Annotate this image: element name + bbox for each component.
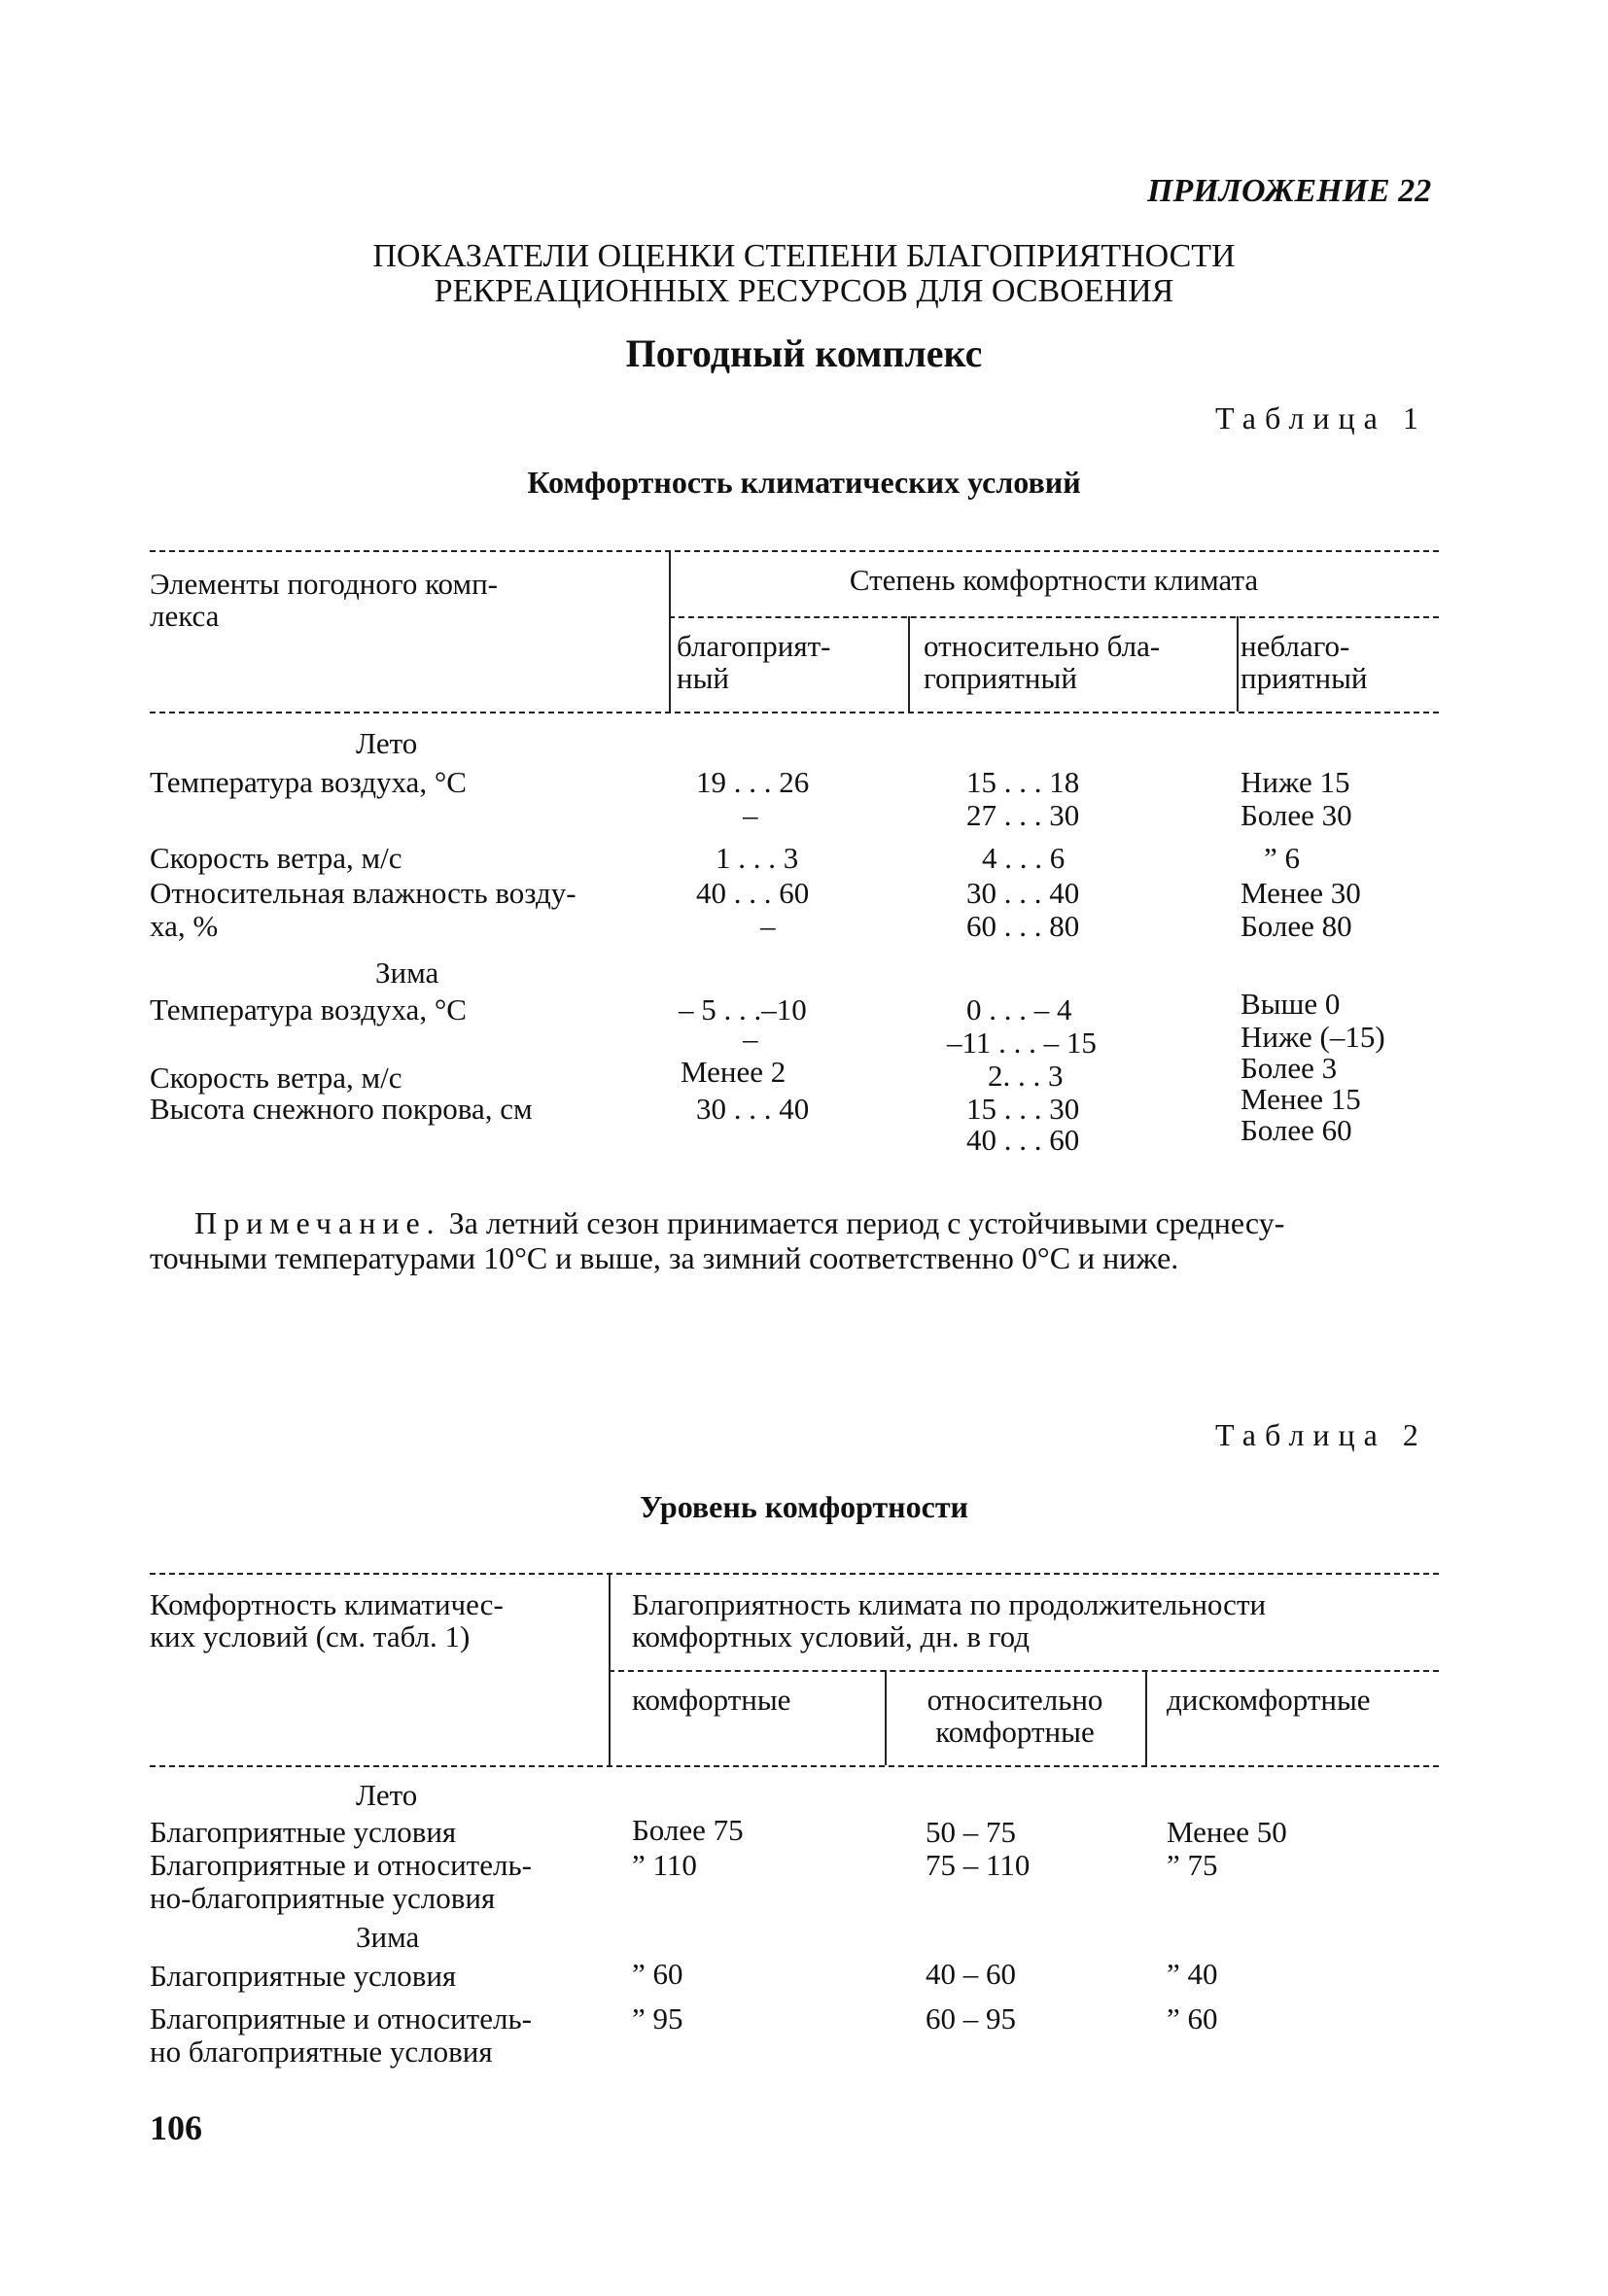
table2-cell-discomfort: ” 40: [1167, 1957, 1218, 1991]
table1-cell-unfavorable: Выше 0: [1241, 987, 1341, 1021]
table1-cell-favorable: Менее 2: [681, 1055, 787, 1089]
table1-cell-relative: 27 . . . 30: [966, 798, 1080, 832]
table1-cell-favorable: –: [760, 909, 776, 943]
table1-row-param: ха, %: [150, 909, 219, 943]
table1-cell-favorable: – 5 . . .–10: [679, 992, 807, 1026]
table1-top-rule: [150, 550, 1439, 552]
table2-header-relative-line2: комфортные: [935, 1715, 1095, 1749]
note-lead: Примечание.: [194, 1205, 441, 1240]
table2-row-conditions: Благоприятные и относитель-: [150, 1848, 532, 1882]
table2-cell-comfort: Более 75: [632, 1813, 744, 1847]
table1-cell-relative: 15 . . . 30: [966, 1092, 1080, 1126]
document-title-line-2: РЕКРЕАЦИОННЫХ РЕСУРСОВ ДЛЯ ОСВОЕНИЯ: [434, 273, 1174, 309]
table2-divider-1: [609, 1573, 611, 1765]
table2-header-conditions-line1: Комфортность климатичес-: [150, 1587, 504, 1621]
table1-row-param: Температура воздуха, °С: [150, 765, 467, 799]
table2-row-conditions: Благоприятные и относитель-: [150, 2001, 532, 2035]
table1-cell-favorable: –: [743, 1022, 758, 1056]
table1-cell-favorable: 19 . . . 26: [696, 765, 810, 799]
table1-season-summer: Лето: [356, 726, 418, 760]
table2-header-discomfort: дискомфортные: [1167, 1683, 1371, 1717]
table1-divider-2: [908, 616, 910, 712]
table1-cell-unfavorable: Менее 30: [1241, 876, 1361, 910]
table1-cell-relative: 15 . . . 18: [966, 765, 1080, 799]
table1-cell-unfavorable: Более 60: [1241, 1113, 1352, 1147]
table1-cell-relative: 4 . . . 6: [982, 841, 1066, 875]
appendix-label: ПРИЛОЖЕНИЕ 22: [1147, 173, 1432, 209]
table1-cell-relative: –11 . . . – 15: [947, 1026, 1097, 1060]
table1-header-group: Степень комфортности климата: [849, 563, 1259, 597]
table1-cell-favorable: 1 . . . 3: [716, 841, 799, 875]
table1-cell-unfavorable: Более 80: [1241, 909, 1352, 943]
table2-cell-discomfort: Менее 50: [1167, 1815, 1287, 1849]
table1-cell-unfavorable: Более 30: [1241, 798, 1352, 832]
table2-header-conditions-line2: ких условий (см. табл. 1): [150, 1619, 471, 1653]
table1-row-param: Высота снежного покрова, см: [150, 1092, 533, 1126]
table2-header-bottom-rule: [150, 1765, 1439, 1767]
table2-cell-comfort: ” 95: [632, 2001, 683, 2035]
table2-cell-discomfort: ” 60: [1167, 2001, 1218, 2035]
table1-row-param: Скорость ветра, м/с: [150, 1061, 402, 1095]
document-title-line-1: ПОКАЗАТЕЛИ ОЦЕНКИ СТЕПЕНИ БЛАГОПРИЯТНОСТИ: [372, 238, 1236, 274]
section-subtitle: Погодный комплекс: [625, 331, 983, 375]
table1-note-line2: точными температурами 10°С и выше, за зимний соответственно 0°С и ниже.: [150, 1240, 1179, 1275]
table2-row-conditions: Благоприятные условия: [150, 1815, 457, 1849]
table1-cell-favorable: –: [743, 798, 758, 832]
table2-row-conditions: но благоприятные условия: [150, 2035, 493, 2069]
table1-header-unfavorable-line1: неблаго-: [1241, 629, 1350, 663]
table1-row-param: Скорость ветра, м/с: [150, 841, 402, 875]
table1-cell-unfavorable: ” 6: [1264, 841, 1301, 875]
table1-season-winter: Зима: [375, 956, 439, 990]
table2-season-summer: Лето: [356, 1778, 418, 1812]
table2-cell-relative: 75 – 110: [926, 1848, 1031, 1882]
table1-cell-favorable: 30 . . . 40: [696, 1092, 810, 1126]
table1-note-line1: [194, 1205, 1284, 1240]
table1-caption: Комфортность климатических условий: [527, 465, 1081, 500]
table1-header-elements-line2: лекса: [150, 599, 220, 633]
table2-group-rule: [609, 1670, 1439, 1672]
table2-row-conditions: Благоприятные условия: [150, 1959, 457, 1993]
table2-top-rule: [150, 1573, 1439, 1575]
table1-cell-unfavorable: Ниже 15: [1241, 765, 1350, 799]
table2-header-relative-line1: относительно: [926, 1683, 1103, 1717]
table1-label: Таблица 1: [1215, 400, 1427, 435]
table1-header-elements-line1: Элементы погодного комп-: [150, 567, 498, 601]
table1-cell-unfavorable: Менее 15: [1241, 1082, 1361, 1116]
table2-cell-comfort: ” 110: [632, 1848, 697, 1882]
table1-header-bottom-rule: [150, 712, 1439, 713]
table2-header-group-line2: комфортных условий, дн. в год: [632, 1619, 1031, 1653]
table2-season-winter: Зима: [356, 1920, 420, 1954]
table1-cell-favorable: 40 . . . 60: [696, 876, 810, 910]
table1-header-favorable-line1: благоприят-: [677, 629, 831, 663]
table1-cell-relative: 40 . . . 60: [966, 1123, 1080, 1157]
table1-header-relative-line2: гоприятный: [924, 661, 1077, 695]
note-text-1: За летний сезон принимается период с устойчивыми среднесу-: [440, 1205, 1285, 1240]
table1-row-param: Температура воздуха, °С: [150, 992, 467, 1026]
table1-divider-3: [1237, 616, 1239, 712]
table2-divider-3: [1145, 1670, 1147, 1765]
table2-cell-discomfort: ” 75: [1167, 1848, 1218, 1882]
table2-label: Таблица 2: [1215, 1417, 1427, 1452]
table1-row-param: Относительная влажность возду-: [150, 876, 577, 910]
table2-header-group-line1: Благоприятность климата по продолжительности: [632, 1587, 1267, 1621]
table2-row-conditions: но-благоприятные условия: [150, 1881, 496, 1915]
table2-header-comfort: комфортные: [632, 1683, 791, 1717]
table1-cell-unfavorable: Более 3: [1241, 1051, 1338, 1085]
table2-cell-relative: 40 – 60: [926, 1957, 1016, 1991]
table2-cell-relative: 50 – 75: [926, 1815, 1016, 1849]
table1-header-favorable-line2: ный: [677, 661, 730, 695]
table2-cell-comfort: ” 60: [632, 1957, 683, 1991]
table1-header-relative-line1: относительно бла-: [924, 629, 1161, 663]
table1-cell-unfavorable: Ниже (–15): [1241, 1020, 1385, 1054]
table1-header-unfavorable-line2: приятный: [1241, 661, 1368, 695]
table1-cell-relative: 0 . . . – 4: [966, 992, 1072, 1026]
table1-group-rule: [669, 616, 1439, 618]
table1-cell-relative: 60 . . . 80: [966, 909, 1080, 943]
table2-cell-relative: 60 – 95: [926, 2001, 1016, 2035]
page-number: 106: [150, 2108, 202, 2147]
table2-caption: Уровень комфортности: [640, 1489, 968, 1524]
table1-cell-relative: 2. . . 3: [988, 1059, 1064, 1093]
table1-cell-relative: 30 . . . 40: [966, 876, 1080, 910]
